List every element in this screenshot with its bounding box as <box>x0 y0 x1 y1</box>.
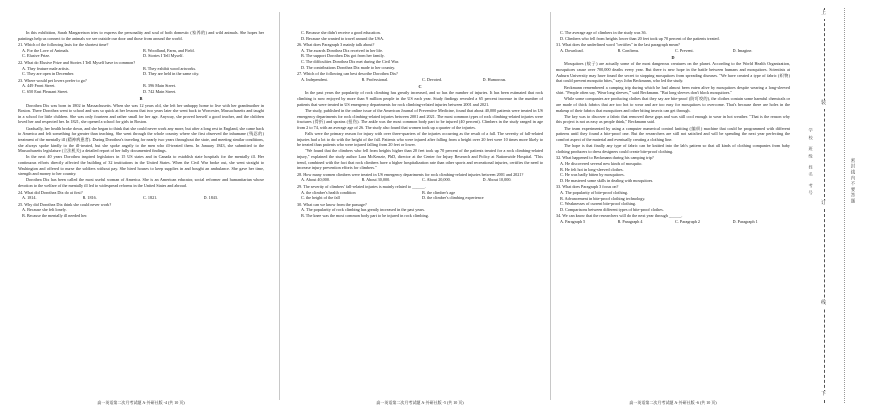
column-divider <box>279 12 280 400</box>
question-stem: 22. What do Elusive Prize and Stories I Tell Myself have in common? <box>18 59 136 65</box>
passage-paragraph: The hope is that finally any type of fabric can be knitted into the lab's pattern so that all kinds of clothing companies from baby clothing producers to dress designers could create bite-proof clothing. <box>556 143 790 154</box>
question-30 <box>297 202 543 219</box>
question-stem: 23. Where would pet lovers prefer to go? <box>18 77 87 83</box>
question-25 <box>18 202 264 219</box>
option-d: D. About 10,000. <box>482 177 512 183</box>
passage-paragraph: Gradually, her health broke down, and she began to think that she could never work any more, but after a long rest in England, she came back to America and felt something far greater than teaching. She went through the whole country where she first observed the inhumane (残忍的) treatment of the mentally ill (精神病患者). During Dorothea's traveling for nearly two years throughout the state, and meeting similar conditions, she always spoke kindly to the ill-treated, but she spoke angrily to the men who ill-treated them. In January 1843, she submitted to the Massachusetts legislature (立法机关) a detailed report of her fully documented findings. <box>18 125 264 154</box>
question-26 <box>297 42 543 70</box>
question-24 <box>18 190 264 201</box>
question-stem: 26. What does Paragraph 3 mainly talk about? <box>297 42 375 48</box>
option-a: A. the climber's health condition <box>301 189 356 195</box>
question-34 <box>556 213 790 224</box>
question-stem: 27. Which of the following can best describe Dorothea Dix? <box>297 71 398 77</box>
option-a: A. The popularity of bite-proof clothing. <box>560 189 628 195</box>
option-a: A. For the Love of Animals. <box>22 47 70 53</box>
seal-mark: 线 <box>821 300 826 309</box>
page-footer: 高一英语第二次月考试题 A·外研社版 -5 (共 10 页) <box>376 400 464 405</box>
option-c: C. the height of the fall <box>301 195 340 201</box>
option-c: C. Because she didn't receive a good education. <box>301 30 381 35</box>
question-27 <box>297 71 543 82</box>
binding-margin <box>800 8 862 403</box>
option-d: D. Stories I Tell Myself. <box>143 53 184 59</box>
question-stem: 24. What did Dorothea Dix do at first? <box>18 189 83 195</box>
option-c: C. About 20,000. <box>422 177 451 183</box>
option-c: C. 650 East Pleasant Street. <box>22 88 69 94</box>
option-a: A. The popularity of rock climbing has greatly increased in the past years. <box>301 207 426 213</box>
question-33 <box>556 184 790 212</box>
passage-paragraph: While some companies are producing clothes that they say are bite-proof (防叮咬的), the clothes contain some harmful chemicals or are made of thick fabrics that are too hot to wear and are too easy for mosquitoes to overcome. That's because there are holes in the makeup of their fabrics that mosquitoes and other biting insects can get through. <box>556 96 790 113</box>
option-a: A. Paragraph 5 <box>560 218 586 224</box>
option-c: C. They are open in December. <box>22 71 75 77</box>
option-d: D. The contributions Dorothea Dix made to her country. <box>301 64 396 70</box>
section-heading-c: C <box>418 83 422 89</box>
seal-mark: 订 <box>821 200 826 209</box>
section-heading-d: D <box>671 54 675 60</box>
passage-paragraph: "We found that the climbers who fell from heights higher than 20 feet took up 70 percent of the patients treated for a rock climbing-related injury," explained the study author Lara McKenzie, PhD, director at the Center for Injury Research and Policy at Nationwide Hospital. "This trend, combined with the fact that rock climbers have a higher hospitalization rate than other sports and recreational injuries, certifies the need to increase injury prevention efforts for climbers." <box>297 148 543 171</box>
option-d: D. Climbers who fell from heights lower than 20 feet took up 70 percent of the patients treated. <box>560 35 720 41</box>
passage-paragraph: Beckmann remembered a camping trip during which he had almost been eaten alive by mosquitoes despite wearing a long-sleeved shirt. "People often say, 'Wear long sleeves,'" said Beckmann. "But long sleeves don't block mosquitoes." <box>556 84 790 96</box>
option-a: A. Because she felt lonely. <box>22 207 67 213</box>
passage-paragraph: The team experimented by using a computer numerical control knitting (编织) machine that could be programmed with different patterns until they found a bite-proof one. But the researchers are still not satisfied and will be spending the next year perfecting the comfort aspect of the material and eventually creating a clothing line. <box>556 125 790 142</box>
question-stem: 29. The severity of climbers' fall-related injuries is mainly related to ______. <box>297 183 426 189</box>
option-a: A. Independent. <box>301 76 328 82</box>
option-d: D. Paragraph 1 <box>732 218 758 224</box>
option-b: B. Paragraph 4 <box>617 218 643 224</box>
seal-line-inner <box>844 8 845 403</box>
option-d: D. 1843. <box>203 195 219 201</box>
option-b: B. They exhibit wood artworks. <box>143 65 197 71</box>
option-b: B. He felt hot in long-sleeved clothes. <box>560 166 624 172</box>
question-stem: 34. We can know that the researchers will do the next year through ______. <box>556 213 683 219</box>
option-b: B. Professional. <box>361 76 389 82</box>
passage-paragraph: Mosquitoes (蚊子) are actually some of the most dangerous creatures on the planet. According to the World Health Organization, mosquitoes cause over 700,000 deaths every year. But there is new hope in the battle between humans and mosquitoes. Scientists at Auburn University may have found the secret to stopping mosquitoes from spreading diseases. "We have created a type of fabric (织物) that could prevent mosquito bites," says John Beckmann, who led the study. <box>556 61 790 84</box>
passage-paragraph: Dorothea Dix was born in 1802 in Massachusetts. When she was 12 years old, she left her unhappy home to live with her grandmother in Boston. There Dorothea went to school and was so quick at her lessons that two years later she went back to Worcester, Massachusetts and taught in a school for little children. She was only fourteen and rather small for her age. Anyway, she proved herself a good teacher, and the children loved her and respected her. In 1821, she opened a school for girls in Boston. <box>18 102 264 125</box>
option-b: B. 396 Main Street. <box>143 83 176 89</box>
option-d: D. Comparisons between different types of bite-proof clothes. <box>560 206 664 212</box>
passage-paragraph: The study, published in the online issue of the American Journal of Preventive Medicine, found that about 40,000 patients were treated in US emergency departments for rock climbing-related injuries between 2001 and 2021. The most common types of rock climbing-related injuries were fractures (骨折) and sprains (扭伤). The ankle was the most common body part to be injured (40 percent). Climbers in the study ranged in age from 2 to 74, with an average age of 26. The study also found that women took up a quarter of the injuries. <box>297 107 543 130</box>
column-right <box>556 30 790 398</box>
question-stem: 21. Which of the following lasts for the shortest time? <box>18 42 109 48</box>
option-b: B. Advancement in bite-proof clothing technology. <box>560 195 646 201</box>
question-32 <box>556 155 790 183</box>
question-stem: 30. What can we know from the passage? <box>297 201 367 207</box>
page-footer: 高一英语第二次月考试题 A·外研社版 -6 (共 10 页) <box>629 400 717 405</box>
section-heading-b: B <box>139 95 143 101</box>
question-stem: 25. Why did Dorothea Dix think she could never work? <box>18 201 112 207</box>
option-a: A. He discovered several new kinds of mosquito. <box>560 160 643 166</box>
question-29 <box>297 184 543 201</box>
option-c: C. Elusive Prize. <box>22 53 51 59</box>
option-c: C. Devoted. <box>422 76 443 82</box>
question-stem: 32. What happened to Beckmann during his camping trip? <box>556 155 654 161</box>
option-b: B. The support Dorothea Dix got from her family. <box>301 53 385 59</box>
option-d: D. He mastered some skills in dealing with mosquitoes. <box>560 177 654 183</box>
question-21 <box>18 42 264 59</box>
seal-notice: 密封线内不要答题 <box>850 158 856 205</box>
option-b: B. Because the mentally ill needed her. <box>22 213 88 218</box>
option-c: C. Paragraph 2 <box>675 218 701 224</box>
option-a: A. 1814. <box>22 195 37 201</box>
option-d: D. the climber's climbing experience <box>422 195 484 201</box>
passage-paragraph: Dorothea Dix has been called the most useful woman of America. She is an American educator, social reformer and humanitarian whose devotion to the welfare of the mentally ill led to widespread reforms in the United States and abroad. <box>18 177 264 189</box>
option-d: D. 742 Main Street. <box>143 88 177 94</box>
option-d: D. Humorous. <box>482 76 507 82</box>
seal-mark: 上 <box>821 10 826 19</box>
column-divider <box>550 12 551 400</box>
option-c: C. 1821. <box>143 195 158 201</box>
option-b: B. Confirms. <box>617 47 640 53</box>
passage-paragraph: In the next 40 years Dorothea inspired legislators in 15 US states and in Canada to establish state hospitals for the mentally ill. Her continuous efforts directly affected the building of 32 institutions in the United States. When the Civil War broke out, she went straight to Washington and offered to nurse the soldiers without pay. She hired houses to keep supplies in and bought an ambulance. She gave her time, strength and money to her country. <box>18 154 264 177</box>
question-stem: 28. How many women climbers were treated in US emergency departments for rock climbing-related injuries between 2001 and 2021? <box>297 171 524 177</box>
question-stem: 33. What does Paragraph 3 focus on? <box>556 184 619 190</box>
question-23 <box>18 78 264 95</box>
question-stem: 31. What does the underlined word "certifies" in the last paragraph mean? <box>556 42 680 48</box>
option-d: D. Imagine. <box>732 47 753 53</box>
column-middle <box>297 30 543 398</box>
option-b: B. The knee was the most common body part to be injured in rock climbing. <box>301 213 429 218</box>
option-a: A. They feature male artists. <box>22 65 70 71</box>
page-footer: 高一英语第二次月考试题 A·外研社版 -4 (共 10 页) <box>97 400 185 405</box>
option-a: A. 449 Front Street. <box>22 83 56 89</box>
option-c: C. Weaknesses of current bite-proof clothing. <box>560 201 636 207</box>
option-a: A. The awards Dorothea Dix received in her life. <box>301 47 384 53</box>
question-28 <box>297 172 543 183</box>
passage-paragraph: Falls were the primary reason for injury with over three-quarters of the injuries occurring as the result of a fall. The severity of fall-related injuries had a lot to do with the height of the fall. Patients who were injured after falling from a height over 20 feet were 10 times more likely to be treated than patients who were injured falling from 20 feet or lower. <box>297 130 543 148</box>
option-a: A. About 40,000. <box>301 177 330 183</box>
option-b: B. 1816. <box>82 195 97 201</box>
option-b: B. the climber's age <box>422 189 456 195</box>
option-d: D. They are held in the same city. <box>143 71 200 77</box>
passage-paragraph: The key was to discover a fabric that removed these gaps and was still cool enough to wear in hot weather. "That is the reason why this project is not as easy as people think," Beckmann said. <box>556 113 790 125</box>
option-b: B. About 30,000. <box>361 177 391 183</box>
question-31 <box>556 42 790 53</box>
option-d: D. Because she wanted to travel around the USA. <box>301 35 385 41</box>
student-info-labels: 学校 班级 姓名 考号 <box>808 128 814 198</box>
question-22 <box>18 60 264 77</box>
intro-paragraph: In this exhibition, Sarah Margaretson tries to express the personality and soul of both domestic (家养的) and wild animals. She hopes her paintings help us connect to the animals we see outside our door and those from around the world. <box>18 30 264 41</box>
option-c: C. The average age of climbers in the study was 36. <box>560 30 647 35</box>
seal-mark: 下 <box>821 391 826 400</box>
option-c: C. Prevent. <box>675 47 694 53</box>
seal-mark: 装 <box>821 100 826 109</box>
option-a: A. Download. <box>560 47 584 53</box>
option-b: B. Woodland, Farm, and Field. <box>143 47 195 53</box>
column-left <box>18 30 264 398</box>
passage-paragraph: In the past years the popularity of rock climbing has greatly increased, and so has the number of injuries. It has been estimated that rock climbing is now enjoyed by more than 9 million people in the US each year. Study findings revealed a 65 percent increase in the number of patients that were treated in US emergency departments for rock climbing-related injuries between 2001 and 2021. <box>297 90 543 107</box>
option-c: C. He was badly bitten by mosquitoes. <box>560 172 625 178</box>
option-c: C. The difficulties Dorothea Dix met during the Civil War. <box>301 59 399 65</box>
